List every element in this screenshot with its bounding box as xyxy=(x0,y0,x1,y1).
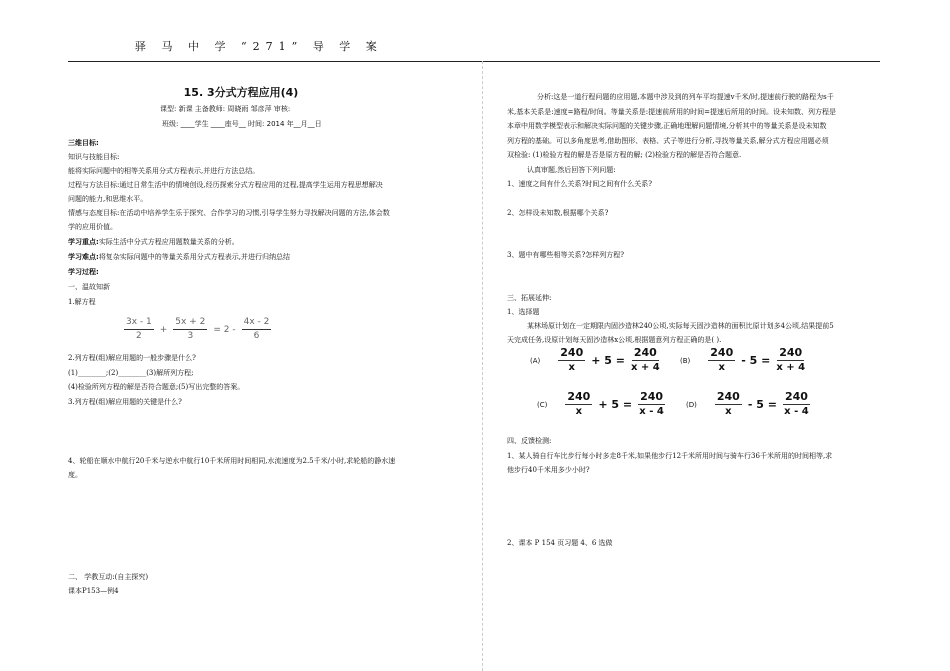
section-heading: 三、拓展延伸: xyxy=(507,294,552,302)
goal-line: 学的应用价值。 xyxy=(68,223,117,231)
analysis-line: 分析:这是一道行程问题的应用题,本题中涉及到的列车平均提速v千米/时,提速前行驶的路程为s千 xyxy=(537,93,834,101)
goal-line: 能将实际问题中的相等关系用分式方程表示,并进行方法总结。 xyxy=(68,167,260,175)
review-question: 1、速度之间有什么关系?时间之间有什么关系? xyxy=(507,180,652,188)
question-4: 4、轮船在顺水中航行20千米与逆水中航行10千米所用时间相同,水流速度为2.5千米/小时,求轮船的静水速 xyxy=(68,457,396,465)
goal-line: 情感与态度目标:在活动中培养学生乐于探究、合作学习的习惯,引导学生努力寻找解决问题的方法,体会数 xyxy=(68,209,390,217)
fraction: $\frac{3x - 1}{2}$ xyxy=(126,317,152,341)
question-4: 度。 xyxy=(68,471,82,479)
goal-line: 过程与方法目标:通过日常生活中的情境创设,经历探索分式方程应用的过程,提高学生运用方程思想解决 xyxy=(68,181,383,189)
header-rule xyxy=(68,61,880,62)
feedback-question: 1、某人骑自行车比步行每小时多走8千米,如果他步行12千米所用时间与骑车行36千米所用的时间相等,求 xyxy=(507,452,833,460)
difficulty xyxy=(68,251,290,264)
section-heading: 二、 学教互动:(自主探究) xyxy=(68,573,149,581)
option-b: (B) $\frac{240}{x}$ - 5 = $\frac{240}{x + 4}$ xyxy=(680,346,806,373)
page-title: 15. 3分式方程应用(4) xyxy=(183,86,299,99)
column-divider xyxy=(482,61,484,671)
question-2: 2.列方程(组)解应用题的一般步骤是什么? xyxy=(68,354,196,362)
goal-line: 知识与技能目标: xyxy=(68,153,120,161)
key-heading: 学习重点: xyxy=(68,238,99,246)
analysis-line: 米,基本关系是:速度=路程/时间。等量关系是:提速前所用的时间=提速后所用的时间。设未知数、列方程是 xyxy=(507,108,837,116)
review-question: 3、题中有哪些相等关系?怎样列方程? xyxy=(507,251,624,259)
page-header: 驿 马 中 学 “271” 导 学 案 xyxy=(135,40,383,53)
section-heading: 四、反馈检测: xyxy=(507,437,552,445)
fraction: $\frac{5x + 2}{3}$ xyxy=(175,317,206,341)
option-c: (C) $\frac{240}{x}$ + 5 = $\frac{240}{x - 4}$ xyxy=(537,390,664,417)
goal-line: 问题的能力,和思维水平。 xyxy=(68,195,148,203)
section-heading: 一、温故知新 xyxy=(68,283,110,291)
fraction: $\frac{4x - 2}{6}$ xyxy=(243,317,270,341)
feedback-question: 2、课本 P 154 页习题 4、6 选做 xyxy=(507,539,613,547)
difficulty-text: 将复杂实际问题中的等量关系用分式方程表示,并进行归纳总结 xyxy=(98,253,291,261)
option-a: (A) $\frac{240}{x}$ + 5 = $\frac{240}{x + 4}$ xyxy=(530,346,660,373)
question-3: 3.列方程(组)解应用题的关键是什么? xyxy=(68,398,182,406)
process-heading: 学习过程: xyxy=(68,268,99,276)
analysis-line: 本章中用数学模型表示和解决实际问题的关键步骤,正确地理解问题情境,分析其中的等量关系是设未知数 xyxy=(507,122,827,130)
key-text: 实际生活中分式方程应用题数量关系的分析。 xyxy=(98,238,239,246)
analysis-line: 双检验: (1)检验方程的解是否是原方程的解; (2)检验方程的解是否符合题意. xyxy=(507,151,742,159)
question-2-steps: (1)________;(2)________(3)解所列方程; xyxy=(68,369,194,377)
feedback-question: 他步行40千米用多少小时? xyxy=(507,466,590,474)
analysis-line: 列方程的基础。可以多角度思考,借助图形、表格、式子等进行分析,寻找等量关系,解分式方程应用题必须 xyxy=(507,137,829,145)
question-2-steps: (4)检验所列方程的解是否符合题意;(5)写出完整的答案。 xyxy=(68,383,245,391)
difficulty-heading: 学习难点: xyxy=(68,253,99,261)
option-d: (D) $\frac{240}{x}$ - 5 = $\frac{240}{x - 4}$ xyxy=(686,390,809,417)
equation-1: $\frac{3x - 1}{2}$ + $\frac{5x + 2}{3}$ = 2 - $\frac{4x - 2}{6}$ xyxy=(126,317,270,341)
key-point xyxy=(68,236,239,249)
subsection-heading: 1、选择题 xyxy=(507,308,540,316)
choice-question: 某林场原计划在一定期限内固沙造林240公顷,实际每天固沙造林的面积比原计划多4公顷,结果提前5 xyxy=(527,322,834,330)
goals-heading: 三维目标: xyxy=(68,139,99,147)
class-meta: 班级: ____学生 ____座号__ 时间: 2014 年__月__日 xyxy=(162,120,322,128)
review-question: 2、怎样设未知数,根据哪个关系? xyxy=(507,209,609,217)
textbook-ref: 课本P153—例4 xyxy=(68,587,119,595)
question-1: 1.解方程 xyxy=(68,298,96,306)
analysis-line: 认真审题,然后回答下列问题: xyxy=(527,166,616,174)
choice-question: 天完成任务,设原计划每天固沙造林x公顷,根据题意列方程正确的是( ). xyxy=(507,336,722,344)
lesson-meta: 课型: 新课 主备教师: 周晓雨 邹彦萍 审核: xyxy=(160,105,291,113)
